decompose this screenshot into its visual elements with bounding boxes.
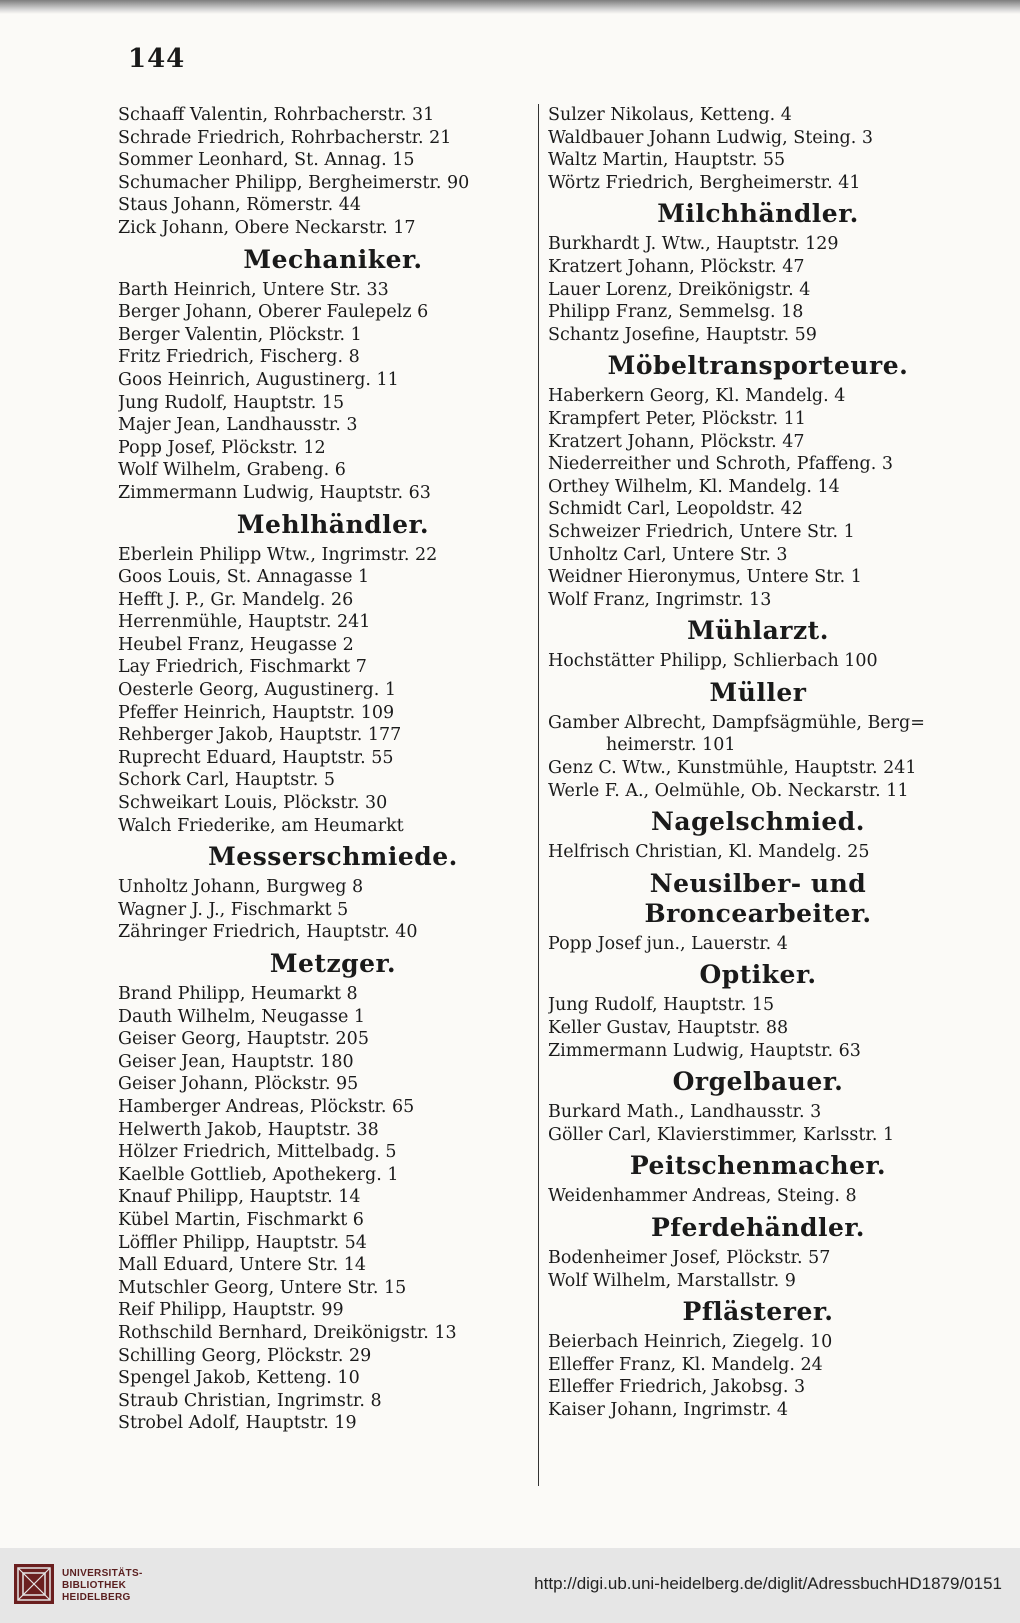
directory-entry: Sulzer Nikolaus, Ketteng. 4	[548, 105, 792, 125]
directory-entry: Haberkern Georg, Kl. Mandelg. 4	[548, 386, 846, 407]
directory-entry: Orthey Wilhelm, Kl. Mandelg. 14	[548, 476, 840, 497]
section-heading: Optiker.	[699, 960, 817, 990]
directory-entry: Berger Johann, Oberer Faulepelz 6	[118, 302, 429, 323]
directory-entry: Zimmermann Ludwig, Hauptstr. 63	[118, 482, 431, 503]
library-name	[62, 1568, 143, 1604]
directory-entry: Sommer Leonhard, St. Annag. 15	[118, 150, 415, 171]
directory-entry: Walch Friederike, am Heumarkt	[118, 815, 404, 836]
directory-entry: Burkard Math., Landhausstr. 3	[548, 1102, 822, 1123]
directory-entry: Herrenmühle, Hauptstr. 241	[118, 612, 371, 633]
directory-entry: heimerstr. 101	[606, 735, 736, 756]
directory-entry: Berger Valentin, Plöckstr. 1	[118, 324, 362, 345]
directory-entry: Elleffer Franz, Kl. Mandelg. 24	[548, 1354, 823, 1375]
directory-entry: Krampfert Peter, Plöckstr. 11	[548, 408, 806, 429]
directory-entry: Reif Philipp, Hauptstr. 99	[118, 1300, 344, 1321]
directory-entry: Hölzer Friedrich, Mittelbadg. 5	[118, 1142, 397, 1163]
directory-entry: Unholtz Carl, Untere Str. 3	[548, 544, 788, 565]
directory-entry: Keller Gustav, Hauptstr. 88	[548, 1018, 789, 1039]
directory-entry: Jung Rudolf, Hauptstr. 15	[548, 995, 775, 1016]
section-heading: Metzger.	[269, 949, 397, 978]
directory-entry: Unholtz Johann, Burgweg 8	[118, 877, 364, 898]
section-heading: Müller	[709, 677, 807, 707]
directory-entry: Helfrisch Christian, Kl. Mandelg. 25	[548, 842, 870, 863]
directory-entry: Oesterle Georg, Augustinerg. 1	[118, 680, 396, 701]
directory-entry: Rehberger Jakob, Hauptstr. 177	[118, 725, 402, 746]
directory-entry: Schweikart Louis, Plöckstr. 30	[118, 793, 388, 814]
directory-entry: Werle F. A., Oelmühle, Ob. Neckarstr. 11	[548, 780, 909, 801]
directory-entry: Weidner Hieronymus, Untere Str. 1	[548, 567, 862, 588]
directory-entry: Straub Christian, Ingrimstr. 8	[118, 1390, 382, 1411]
scan-edge-shadow	[0, 0, 1020, 14]
directory-entry: Helwerth Jakob, Hauptstr. 38	[118, 1119, 379, 1140]
directory-entry: Bodenheimer Josef, Plöckstr. 57	[548, 1248, 831, 1268]
directory-entry: Mutschler Georg, Untere Str. 15	[118, 1277, 407, 1298]
directory-entry: Schaaff Valentin, Rohrbacherstr. 31	[118, 105, 435, 125]
directory-entry: Schrade Friedrich, Rohrbacherstr. 21	[118, 127, 452, 148]
directory-entry: Schweizer Friedrich, Untere Str. 1	[548, 521, 855, 542]
directory-entry: Wolf Wilhelm, Marstallstr. 9	[548, 1270, 796, 1291]
directory-entry: Dauth Wilhelm, Neugasse 1	[118, 1006, 366, 1027]
section-heading: Mehlhändler.	[236, 509, 430, 539]
directory-entry: Strobel Adolf, Hauptstr. 19	[118, 1413, 357, 1434]
directory-entry: Genz C. Wtw., Kunstmühle, Hauptstr. 241	[548, 758, 917, 779]
directory-entry: Schilling Georg, Plöckstr. 29	[118, 1345, 372, 1366]
directory-entry: Waldbauer Johann Ludwig, Steing. 3	[548, 127, 873, 148]
directory-entry: Geiser Johann, Plöckstr. 95	[118, 1074, 359, 1095]
footer-bar	[0, 1548, 1020, 1623]
permalink-url[interactable]: http://digi.ub.uni-heidelberg.de/diglit/AdressbuchHD1879/0151	[534, 1574, 1002, 1593]
directory-entry: Goos Louis, St. Annagasse 1	[118, 567, 370, 588]
directory-entry: Elleffer Friedrich, Jakobsg. 3	[548, 1377, 806, 1398]
directory-entry: Geiser Jean, Hauptstr. 180	[118, 1051, 354, 1072]
right-column	[548, 104, 968, 1422]
directory-entry: Knauf Philipp, Hauptstr. 14	[118, 1187, 361, 1208]
directory-entry: Beierbach Heinrich, Ziegelg. 10	[548, 1332, 833, 1353]
directory-entry: Heubel Franz, Heugasse 2	[118, 634, 354, 655]
section-heading: Orgelbauer.	[672, 1067, 844, 1097]
section-heading: Mechaniker.	[243, 244, 423, 274]
directory-entry: Ruprecht Eduard, Hauptstr. 55	[118, 747, 394, 768]
directory-entry: Majer Jean, Landhausstr. 3	[118, 415, 358, 436]
directory-entry: Kratzert Johann, Plöckstr. 47	[548, 256, 805, 277]
directory-entry: Wagner J. J., Fischmarkt 5	[118, 899, 349, 920]
directory-entry: Hamberger Andreas, Plöckstr. 65	[118, 1096, 415, 1117]
directory-entry: Lauer Lorenz, Dreikönigstr. 4	[548, 279, 811, 300]
directory-entry: Barth Heinrich, Untere Str. 33	[118, 279, 389, 300]
directory-entry: Schantz Josefine, Hauptstr. 59	[548, 324, 817, 345]
directory-entry: Zick Johann, Obere Neckarstr. 17	[118, 217, 416, 238]
directory-entry: Burkhardt J. Wtw., Hauptstr. 129	[548, 234, 839, 255]
directory-entry: Kaiser Johann, Ingrimstr. 4	[548, 1399, 788, 1420]
section-heading: Pferdehändler.	[650, 1213, 866, 1242]
directory-entry: Rothschild Bernhard, Dreikönigstr. 13	[118, 1322, 457, 1343]
section-heading: Neusilber- und Broncearbeiter.	[644, 868, 872, 928]
directory-entry: Löffler Philipp, Hauptstr. 54	[118, 1232, 367, 1253]
directory-entry: Göller Carl, Klavierstimmer, Karlsstr. 1	[548, 1124, 895, 1145]
university-seal-icon	[12, 1562, 56, 1606]
directory-entry: Hefft J. P., Gr. Mandelg. 26	[118, 589, 354, 610]
directory-entry: Pfeffer Heinrich, Hauptstr. 109	[118, 702, 395, 723]
library-name-line-3: HEIDELBERG	[62, 1592, 131, 1603]
section-heading: Nagelschmied.	[651, 807, 865, 837]
directory-entry: Hochstätter Philipp, Schlierbach 100	[548, 651, 878, 672]
directory-entry: Philipp Franz, Semmelsg. 18	[548, 302, 804, 323]
library-name-line-1: UNIVERSITÄTS-	[62, 1568, 143, 1579]
directory-entry: Popp Josef jun., Lauerstr. 4	[548, 933, 788, 954]
directory-entry: Niederreither und Schroth, Pfaffeng. 3	[548, 454, 894, 475]
page-number: 144	[128, 44, 186, 74]
section-heading: Mühlarzt.	[687, 616, 829, 646]
directory-entry: Mall Eduard, Untere Str. 14	[118, 1255, 367, 1276]
directory-entry: Wolf Franz, Ingrimstr. 13	[548, 589, 772, 610]
directory-entry: Zimmermann Ludwig, Hauptstr. 63	[548, 1040, 861, 1061]
directory-entry: Gamber Albrecht, Dampfsägmühle, Berg=	[548, 712, 925, 733]
directory-entry: Eberlein Philipp Wtw., Ingrimstr. 22	[118, 544, 438, 565]
column-divider	[538, 104, 539, 1486]
library-name-line-2: BIBLIOTHEK	[62, 1580, 127, 1591]
directory-entry: Schork Carl, Hauptstr. 5	[118, 770, 335, 791]
directory-entry: Wolf Wilhelm, Grabeng. 6	[118, 460, 346, 481]
directory-entry: Weidenhammer Andreas, Steing. 8	[548, 1186, 857, 1207]
directory-entry: Schmidt Carl, Leopoldstr. 42	[548, 499, 803, 520]
section-heading: Pflästerer.	[682, 1297, 834, 1327]
directory-entry: Kratzert Johann, Plöckstr. 47	[548, 431, 805, 452]
directory-entry: Spengel Jakob, Ketteng. 10	[118, 1368, 360, 1389]
directory-entry: Brand Philipp, Heumarkt 8	[118, 984, 358, 1004]
directory-entry: Staus Johann, Römerstr. 44	[118, 195, 362, 216]
directory-entry: Lay Friedrich, Fischmarkt 7	[118, 657, 367, 678]
directory-entry: Wörtz Friedrich, Bergheimerstr. 41	[548, 172, 861, 193]
directory-entry: Jung Rudolf, Hauptstr. 15	[118, 392, 345, 413]
directory-entry: Kübel Martin, Fischmarkt 6	[118, 1209, 364, 1230]
directory-entry: Fritz Friedrich, Fischerg. 8	[118, 347, 360, 368]
directory-entry: Schumacher Philipp, Bergheimerstr. 90	[118, 172, 470, 193]
section-heading: Messerschmiede.	[208, 842, 458, 872]
section-heading: Möbeltransporteure.	[607, 351, 909, 381]
directory-entry: Waltz Martin, Hauptstr. 55	[548, 150, 786, 171]
directory-entry: Zähringer Friedrich, Hauptstr. 40	[118, 922, 418, 943]
directory-entry: Geiser Georg, Hauptstr. 205	[118, 1029, 369, 1050]
section-heading: Milchhändler.	[657, 199, 859, 229]
left-column	[118, 104, 528, 1435]
section-heading: Peitschenmacher.	[629, 1151, 887, 1181]
directory-entry: Kaelble Gottlieb, Apothekerg. 1	[118, 1164, 399, 1185]
directory-entry: Goos Heinrich, Augustinerg. 11	[118, 369, 399, 390]
directory-entry: Popp Josef, Plöckstr. 12	[118, 437, 326, 458]
